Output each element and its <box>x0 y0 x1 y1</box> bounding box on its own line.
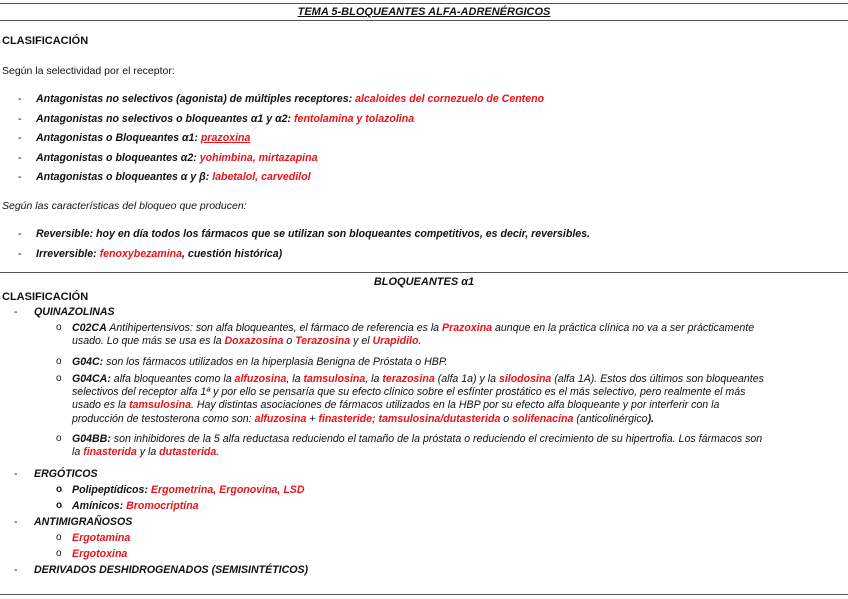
item-label: Irreversible: <box>36 247 100 260</box>
text: . <box>418 335 422 348</box>
list-item-g04ca <box>56 373 838 433</box>
drug: terazosina <box>382 373 435 385</box>
group-antimigranosos <box>12 516 832 532</box>
ergoticos-list <box>56 484 838 516</box>
list-item <box>18 248 838 268</box>
list-item <box>18 228 838 248</box>
drug: alfuzosina <box>254 412 307 425</box>
item-label: Antagonistas o Bloqueantes α1: <box>36 132 201 144</box>
list-item-g04c <box>56 356 838 373</box>
text: + <box>306 412 319 425</box>
item-label: Polipeptídicos: <box>72 484 151 496</box>
drug: tamsulosina <box>303 373 366 385</box>
atc-code: G04BB: <box>72 433 111 445</box>
atc-code: G04CA: <box>72 373 111 385</box>
text: (alfa 1a) y la <box>434 373 499 385</box>
selectivity-list <box>18 93 838 191</box>
group-ergoticos <box>12 468 832 484</box>
text: producción de testosterona como son: <box>72 412 255 425</box>
item-rest: , cuestión histórica) <box>182 247 283 260</box>
item-value: fentolamina y tolazolina <box>294 112 415 125</box>
title-rule <box>0 20 848 21</box>
section-rule <box>0 272 848 273</box>
drug: tamsulosina <box>129 399 191 412</box>
drug: silodosina <box>498 373 552 385</box>
text: alfa bloqueantes como la <box>110 373 235 385</box>
item-value: labetalol, carvedilol <box>212 171 311 183</box>
drug: dutasterida <box>159 446 217 459</box>
item-value: Ergotoxina <box>72 548 128 560</box>
item-value: Bromocriptina <box>126 500 199 512</box>
drug: finasteride; tamsulosina/dutasterida <box>318 412 501 425</box>
top-rule <box>0 3 848 4</box>
bottom-rule <box>0 594 848 595</box>
text: usado es la <box>72 399 130 412</box>
text: son inhibidores de la 5 alfa reductasa reduciendo el tamaño de la próstata o reduciendo el crecimiento de su hipertrofia. Los fármacos son <box>110 433 763 445</box>
antimigranosos-list <box>56 532 838 564</box>
atc-code: C02CA <box>72 322 107 334</box>
selectivity-intro: Según la selectividad por el receptor: <box>2 65 175 77</box>
section-subtitle: BLOQUEANTES α1 <box>373 276 475 288</box>
text: Antihipertensivos: son alfa bloqueantes, el fármaco de referencia es la <box>106 322 443 334</box>
document-title: TEMA 5-BLOQUEANTES ALFA-ADRENÉRGICOS <box>297 6 551 18</box>
text: o <box>500 412 513 425</box>
item-value: prazoxina <box>200 132 251 144</box>
list-item-c02ca <box>56 322 838 356</box>
list-item <box>56 532 838 548</box>
text: , la <box>286 373 304 385</box>
quinazolinas-list <box>56 322 838 467</box>
item-label: Antagonistas no selectivos o bloqueantes α1 y α2: <box>36 112 295 125</box>
group-quinazolinas <box>12 306 832 322</box>
text: y la <box>136 446 160 459</box>
section-heading-clasificacion: CLASIFICACIÓN <box>2 35 89 47</box>
text: , la <box>365 373 383 385</box>
group-derivados <box>12 564 832 580</box>
text: y el <box>350 335 373 348</box>
text: son los fármacos utilizados en la hiperplasia Benigna de Próstata o HBP. <box>103 356 448 368</box>
item-value: alcaloides del cornezuelo de Centeno <box>355 93 545 105</box>
drug: Prazoxina <box>442 322 493 334</box>
text: selectivos del receptor alfa 1ª y por ello se pensaría que su efecto clínico sobre el esfínter prostático es el más selectivo, pero realmente el más <box>72 386 746 399</box>
list-item <box>56 500 838 516</box>
group-title: - QUINAZOLINAS <box>12 306 832 322</box>
drug: Terazosina <box>295 335 351 348</box>
text: aunque en la práctica clínica no va a ser prácticamente <box>492 322 755 334</box>
section-heading-clasificacion-2: CLASIFICACIÓN <box>2 291 89 303</box>
blockade-list <box>18 228 838 267</box>
list-item <box>18 152 838 172</box>
text: ). <box>647 412 655 425</box>
item-label: Reversible: hoy en día todos los fármacos que se utilizan son bloqueantes competitivos, es decir, reversibles. <box>36 228 590 240</box>
item-value: Ergometrina, Ergonovina, LSD <box>150 484 305 496</box>
list-item <box>18 93 838 113</box>
item-value: Ergotamina <box>72 532 131 544</box>
text: (anticolinérgico <box>573 412 648 425</box>
list-item <box>56 484 838 500</box>
group-title: - ERGÓTICOS <box>12 468 832 484</box>
drug: alfuzosina <box>234 373 287 385</box>
text: o <box>283 335 296 348</box>
group-title: - ANTIMIGRAÑOSOS <box>12 516 832 532</box>
list-item <box>56 548 838 564</box>
group-title: - DERIVADOS DESHIDROGENADOS (SEMISINTÉTICOS) <box>12 564 832 580</box>
text: la <box>72 446 84 459</box>
atc-code: G04C: <box>72 356 104 368</box>
item-label: Antagonistas o bloqueantes α y β: <box>36 171 213 183</box>
drug: Doxazosina <box>224 335 284 348</box>
blockade-intro: Según las características del bloqueo que producen: <box>2 200 247 212</box>
list-item-g04bb <box>56 433 838 467</box>
drug: finasterida <box>83 446 137 459</box>
drug: solifenacina <box>512 412 574 425</box>
item-label: Amínicos: <box>72 500 127 512</box>
item-label: Antagonistas no selectivos (agonista) de múltiples receptores: <box>36 93 356 105</box>
list-item <box>18 171 838 191</box>
drug: Urapidilo <box>372 335 419 348</box>
item-value: fenoxybezamina <box>99 247 183 260</box>
list-item <box>18 132 838 152</box>
text: . Hay distintas asociaciones de fármacos utilizados en la HBP por su efecto alfa bloqueante y por interferir con la <box>190 399 720 412</box>
item-value: yohimbina, mirtazapina <box>199 151 318 164</box>
text: . <box>216 446 220 459</box>
text: (alfa 1A). Estos dos últimos son bloqueantes <box>551 373 764 385</box>
list-item <box>18 113 838 133</box>
text: usado. Lo que más se usa es la <box>72 335 225 348</box>
item-label: Antagonistas o bloqueantes α2: <box>36 151 200 164</box>
